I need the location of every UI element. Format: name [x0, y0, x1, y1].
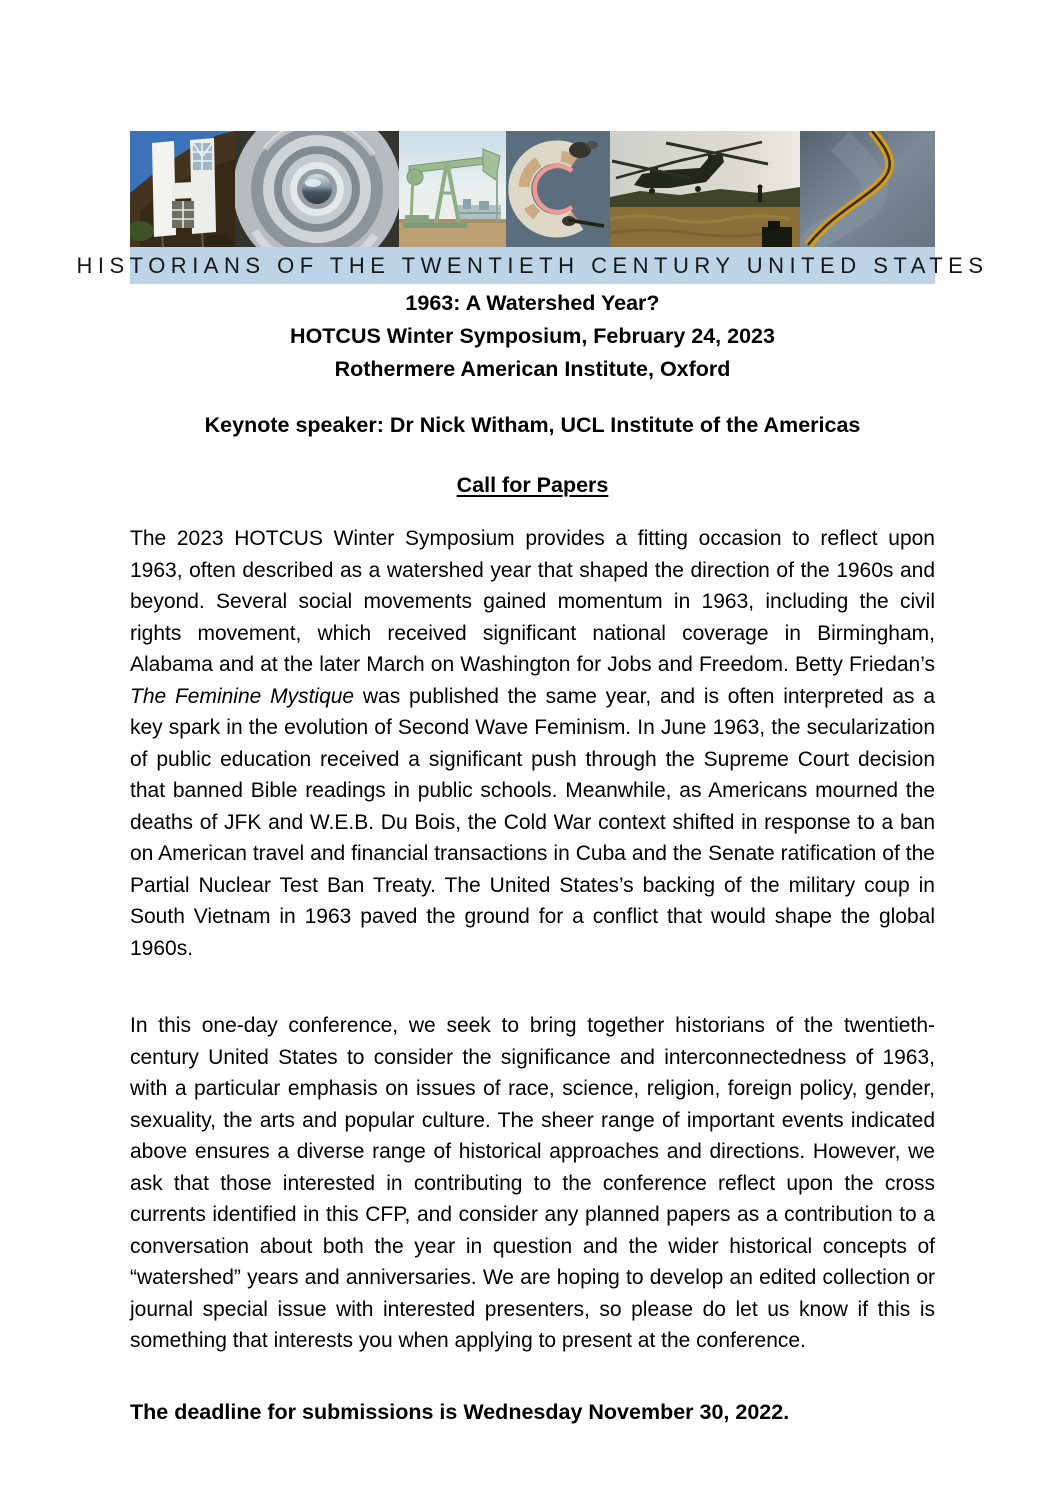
oil-pumpjack-photo [399, 131, 506, 247]
paragraph-1-text-b: was published the same year, and is often interpreted as a key spark in the evolution of Second Wave Feminism. In June 1963, the secularization of public education received a significant push through the Supreme Court decision that banned Bible readings in public schools. Meanwhile, as Americans mourned the deaths of JFK and W.E.B. Du Bois, the Cold War context shifted in response to a ban on American travel and financial transactions in Cuba and the Senate ratification of the Partial Nuclear Test Ban Treaty. The United States’s backing of the military coup in South Vietnam in 1963 paved the ground for a conflict that would shape the global 1960s. [130, 684, 935, 960]
paragraph-1-text-a: The 2023 HOTCUS Winter Symposium provides a fitting occasion to reflect upon 1963, often described as a watershed year that shaped the direction of the 1960s and beyond. Several social movements gained momentum in 1963, including the civil rights movement, which received significant national coverage in Birmingham, Alabama and at the later March on Washington for Jobs and Freedom. Betty Friedan’s [130, 527, 935, 676]
banner-strip-text: HISTORIANS OF THE TWENTIETH CENTURY UNITED STATES [76, 252, 989, 278]
paragraph-2: In this one-day conference, we seek to bring together historians of the twentieth-century United States to consider the significance and interconnectedness of 1963, with a particular emphasis on issues of race, science, religion, foreign policy, gender, sexuality, the arts and popular culture. The sheer range of important events indicated above ensures a diverse range of historical approaches and directions. However, we ask that those interested in contributing to the conference reflect upon the cross currents identified in this CFP, and consider any planned papers as a contribution to a conversation about both the year in question and the wider historical concepts of “watershed” years and anniversaries. We are hoping to develop an edited collection or journal special issue with interested presenters, so please do let us know if this is something that interests you when applying to present at the conference. [130, 1014, 935, 1352]
paragraph-1 [130, 523, 935, 964]
title-line-2: HOTCUS Winter Symposium, February 24, 2023 [290, 324, 775, 348]
call-for-papers-heading: Call for Papers [456, 473, 609, 497]
rusted-letter-c-photo [506, 131, 610, 247]
keynote-speaker-line: Keynote speaker: Dr Nick Witham, UCL Institute of the Americas [204, 413, 861, 437]
title-line-3: Rothermere American Institute, Oxford [334, 357, 731, 381]
book-title-feminine-mystique: The Feminine Mystique [130, 684, 355, 708]
chinook-helicopter-photo [610, 131, 800, 247]
title-line-1: 1963: A Watershed Year? [405, 291, 660, 315]
banner-photo-row [130, 131, 935, 247]
hollywood-style-h-sign-photo [130, 131, 235, 247]
banner-strip [76, 247, 989, 284]
title-block [130, 287, 935, 386]
submission-deadline-line: The deadline for submissions is Wednesday November 30, 2022. [130, 1399, 790, 1424]
chrome-hubcap-o-photo [235, 131, 399, 247]
winding-road-s-photo [800, 131, 935, 247]
hotcus-banner [76, 131, 989, 284]
